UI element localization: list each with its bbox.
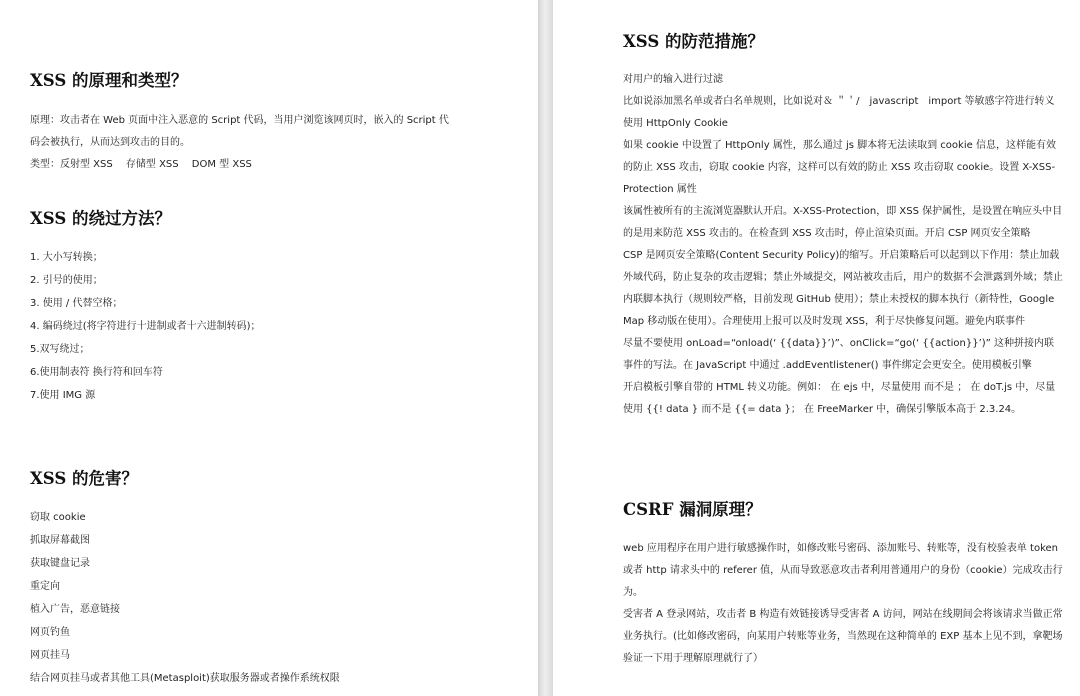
section-title: XSS 的危害？ [30, 469, 139, 488]
principle-line: 码会被执行，从而达到攻击的目的。 [30, 137, 190, 148]
paragraph: 该属性被所有的主流浏览器默认开启。X-XSS-Protection，即 XSS 保护属性，是设置在响应头中目的是用来防范 XSS 攻击的。在检查到 XSS 攻击时，停止渲染页面。开启 CSP 网页安全策略 [623, 206, 1063, 239]
section-title: XSS 的原理和类型？ [30, 71, 188, 90]
list-item: 网页钓鱼 [30, 627, 70, 638]
csrf-body [623, 538, 1065, 670]
section-title: XSS 的绕过方法？ [30, 209, 172, 228]
paragraph: 受害者 A 登录网站，攻击者 B 构造有效链接诱导受害者 A 访问，网站在线期间会将该请求当做正常业务执行。(比如修改密码，向某用户转账等业务，当然现在这种简单的 EXP 基本上见不到，拿靶场验证一下用于理解原理就行了） [623, 609, 1063, 664]
section-title: XSS 的防范措施？ [623, 32, 765, 51]
types-line: 类型：反射型 XSS 存储型 XSS DOM 型 XSS [30, 159, 252, 170]
section-xss-harm [30, 465, 510, 489]
page-gutter [538, 0, 553, 696]
paragraph: 开启模板引擎自带的 HTML 转义功能。例如： 在 ejs 中，尽量使用 而不是 ； 在 doT.js 中，尽量使用 {{! data } 而不是 {{= data }； 在 FreeMarker 中，确保引擎版本高于 2.3.24。 [623, 382, 1056, 415]
section-xss-bypass [30, 205, 510, 229]
section-xss-principle-body [30, 110, 510, 176]
section-title: CSRF 漏洞原理？ [623, 500, 762, 519]
list-item: 5.双写绕过； [30, 344, 90, 355]
list-item: 植入广告，恶意链接 [30, 604, 120, 615]
list-item: 3. 使用 / 代替空格； [30, 298, 123, 309]
document-page-left [0, 0, 538, 696]
list-item: 4. 编码绕过(将字符进行十进制或者十六进制转码)； [30, 321, 261, 332]
section-csrf [623, 496, 1063, 520]
list-item: 窃取 cookie [30, 512, 86, 523]
paragraph: 对用户的输入进行过滤 [623, 74, 723, 85]
list-item: 2. 引号的使用； [30, 275, 103, 286]
paragraph: CSP 是网页安全策略(Content Security Policy)的缩写。开启策略后可以起到以下作用：禁止加载外域代码，防止复杂的攻击逻辑；禁止外域提交，网站被攻击后，用户的数据不会泄露到外域；禁止内联脚本执行（规则较严格，目前发现 GitHub 使用）；禁止未授权的脚本执行（新特性，Google Map 移动版在使用）。合理使用上报可以及时发现 XSS，利于尽快修复问题。避免内联事件 [623, 250, 1063, 327]
paragraph: web 应用程序在用户进行敏感操作时，如修改账号密码、添加账号、转账等，没有校验表单 token 或者 http 请求头中的 referer 值，从而导致恶意攻击者利用普通用户的身份（cookie）完成攻击行为。 [623, 543, 1063, 598]
list-item: 7.使用 IMG 源 [30, 390, 96, 401]
paragraph: 比如说添加黑名单或者白名单规则，比如说对＆ ＂＇/ javascript import 等敏感字符进行转义使用 HttpOnly Cookie [623, 96, 1055, 129]
document-page-right [553, 0, 1080, 696]
paragraph: 尽量不要使用 onLoad=“onload(‘ {{data}}’)”、onClick=“go(‘ {{action}}’)” 这种拼接内联事件的写法。在 JavaScript 中通过 .addEventlistener() 事件绑定会更安全。使用模板引擎 [623, 338, 1055, 371]
list-item: 1. 大小写转换； [30, 252, 103, 263]
harm-list [30, 506, 510, 690]
paragraph: 如果 cookie 中设置了 HttpOnly 属性，那么通过 js 脚本将无法读取到 cookie 信息，这样能有效的防止 XSS 攻击，窃取 cookie 内容，这样可以有效的防止 XSS 攻击窃取 cookie。设置 X-XSS-Protection 属性 [623, 140, 1056, 195]
section-xss-prevention [623, 28, 1063, 52]
section-xss-principle [30, 67, 510, 91]
list-item: 6.使用制表符 换行符和回车符 [30, 367, 163, 378]
list-item: 获取键盘记录 [30, 558, 90, 569]
prevention-body [623, 69, 1065, 421]
list-item: 抓取屏幕截图 [30, 535, 90, 546]
list-item: 结合网页挂马或者其他工具(Metasploit)获取服务器或者操作系统权限 [30, 673, 340, 684]
list-item: 重定向 [30, 581, 60, 592]
bypass-list [30, 246, 510, 407]
list-item: 网页挂马 [30, 650, 70, 661]
principle-line: 原理：攻击者在 Web 页面中注入恶意的 Script 代码，当用户浏览该网页时，嵌入的 Script 代 [30, 115, 449, 126]
